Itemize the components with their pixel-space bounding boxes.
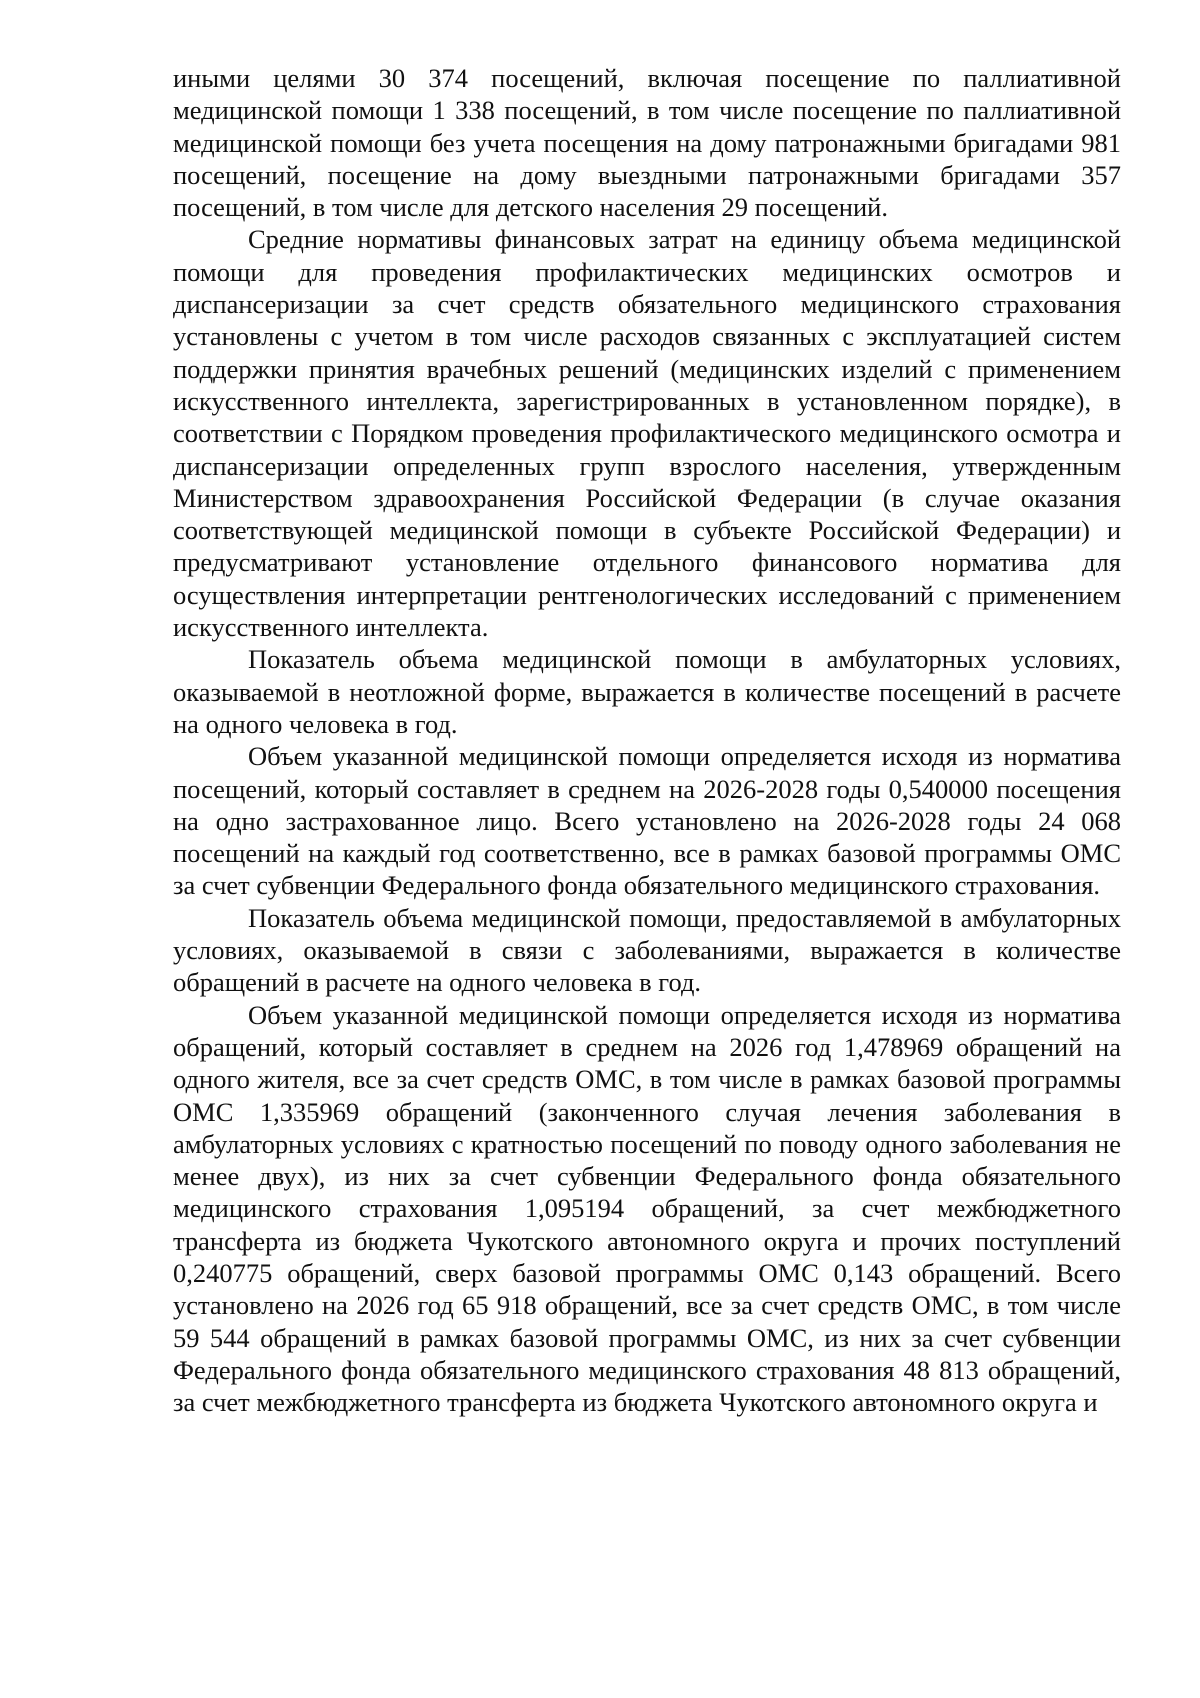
paragraph-urgent-care-indicator: Показатель объема медицинской помощи в амбулаторных условиях, оказываемой в неотложной форме, выражается в количестве посещений в расчете на одного человека в год. [173, 644, 1121, 739]
document-page [173, 62, 1121, 1418]
paragraph-continuation: иными целями 30 374 посещений, включая посещение по паллиативной медицинской помощи 1 338 посещений, в том числе посещение по паллиативной медицинской помощи без учета посещения на дому патронажными бригадами 981 посещений, посещение на дому выездными патронажными бригадами 357 посещений, в том числе для детского населения 29 посещений. [173, 63, 1121, 223]
paragraph-financial-norms: Средние нормативы финансовых затрат на единицу объема медицинской помощи для проведения профилактических медицинских осмотров и диспансеризации за счет средств обязательного медицинского страхования установлены с учетом в том числе расходов связанных с эксплуатацией систем поддержки принятия врачебных решений (медицинских изделий с применением искусственного интеллекта, зарегистрированных в установленном порядке), в соответствии с Порядком проведения профилактического медицинского осмотра и диспансеризации определенных групп взрослого населения, утвержденным Министерством здравоохранения Российской Федерации (в случае оказания соответствующей медицинской помощи в субъекте Российской Федерации) и предусматривают установление отдельного финансового норматива для осуществления интерпретации рентгенологических исследований с применением искусственного интеллекта. [173, 224, 1121, 643]
paragraph-disease-visits-volume: Объем указанной медицинской помощи определяется исходя из норматива обращений, который составляет в среднем на 2026 год 1,478969 обращений на одного жителя, все за счет средств ОМС, в том числе в рамках базовой программы ОМС 1,335969 обращений (законченного случая лечения заболевания в амбулаторных условиях с кратностью посещений по поводу одного заболевания не менее двух), из них за счет субвенции Федерального фонда обязательного медицинского страхования 1,095194 обращений, за счет межбюджетного трансферта из бюджета Чукотского автономного округа и прочих поступлений 0,240775 обращений, сверх базовой программы ОМС 0,143 обращений. Всего установлено на 2026 год 65 918 обращений, все за счет средств ОМС, в том числе 59 544 обращений в рамках базовой программы ОМС, из них за счет субвенции Федерального фонда обязательного медицинского страхования 48 813 обращений, за счет межбюджетного трансферта из бюджета Чукотского автономного округа и [173, 999, 1121, 1418]
paragraph-disease-visits-indicator: Показатель объема медицинской помощи, предоставляемой в амбулаторных условиях, оказываемой в связи с заболеваниями, выражается в количестве обращений в расчете на одного человека в год. [173, 902, 1121, 998]
paragraph-urgent-care-volume: Объем указанной медицинской помощи определяется исходя из норматива посещений, который составляет в среднем на 2026-2028 годы 0,540000 посещения на одно застрахованное лицо. Всего установлено на 2026-2028 годы 24 068 посещений на каждый год соответственно, все в рамках базовой программы ОМС за счет субвенции Федерального фонда обязательного медицинского страхования. [173, 741, 1121, 901]
